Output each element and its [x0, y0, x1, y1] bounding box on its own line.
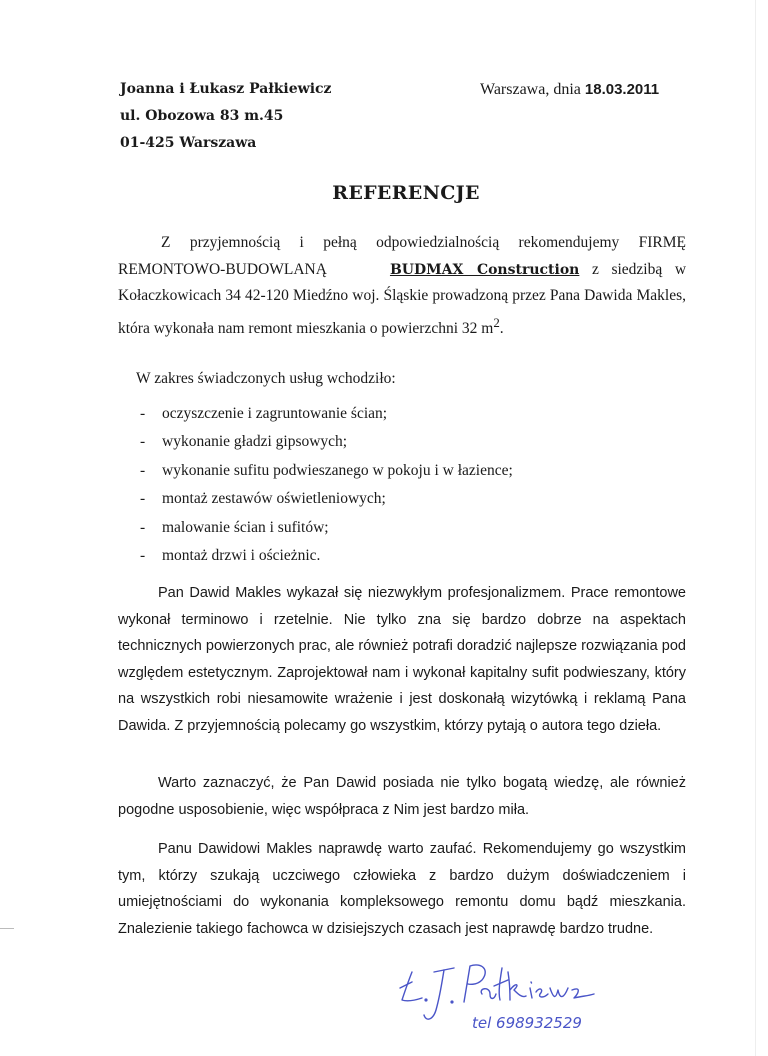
list-dash: - [140, 546, 146, 564]
list-dash: - [140, 461, 146, 479]
list-dash: - [140, 490, 146, 508]
list-item [140, 542, 513, 570]
sender-street: ul. Obozowa 83 m.45 [120, 108, 284, 124]
list-dash: - [140, 405, 146, 422]
intro-text-after-company: z siedzibą w Kołaczkowicach 34 42-120 Miedźno woj. Śląskie prowadzoną przez Pana Dawida Makles, która wykonała nam remont mieszkania o powierzchni 32 m [118, 260, 687, 337]
place-label: Warszawa, dnia [480, 81, 581, 98]
sender-name: Joanna i Łukasz Pałkiewicz [120, 81, 332, 97]
scan-edge-line [755, 0, 756, 1056]
place-and-date [480, 76, 659, 103]
list-dash: - [140, 518, 146, 536]
signature-phone: tel 698932529 [472, 1014, 582, 1032]
intro-text-before-company: Z przyjemnością i pełną odpowiedzialnością rekomendujemy FIRMĘ REMONTOWO-BUDOWLANĄ [118, 234, 686, 278]
company-name: BUDMAX Construction [389, 261, 580, 278]
list-item [140, 514, 513, 542]
list-dash: - [140, 433, 146, 451]
service-text: montaż drzwi i ościeżnic. [162, 546, 321, 564]
service-text: wykonanie sufitu podwieszanego w pokoju i w łazience; [162, 461, 513, 479]
list-item [140, 400, 513, 428]
personality-paragraph: Warto zaznaczyć, że Pan Dawid posiada nie tylko bogatą wiedzę, ale również pogodne usposobienie, więc współpraca z Nim jest bardzo miła. [118, 775, 686, 818]
service-text: oczyszczenie i zagruntowanie ścian; [162, 405, 388, 422]
list-item [140, 457, 513, 485]
intro-paragraph [118, 230, 686, 342]
intro-text-end: . [499, 319, 504, 337]
recommendation-paragraph: Panu Dawidowi Makles naprawdę warto zaufać. Rekomendujemy go wszystkim tym, którzy szukają uczciwego człowieka z bardzo dużym doświadczeniem i umiejętnościami do wykonania kompleksowego remontu domu bądź mieszkania. Znalezienie takiego fachowca w dzisiejszych czasach jest naprawdę bardzo trudne. [118, 841, 686, 937]
area-unit-superscript: 2 [493, 314, 500, 330]
services-list [140, 400, 513, 570]
list-item [140, 428, 513, 456]
sender-address-block [120, 76, 332, 157]
letter-date: 18.03.2011 [584, 81, 660, 98]
service-text: montaż zestawów oświetleniowych; [162, 490, 386, 508]
services-intro: W zakres świadczonych usług wchodziło: [136, 370, 396, 387]
list-item [140, 485, 513, 513]
sender-city: 01-425 Warszawa [120, 135, 257, 151]
professionalism-paragraph: Pan Dawid Makles wykazał się niezwykłym profesjonalizmem. Prace remontowe wykonał terminowo i rzetelnie. Nie tylko zna się bardzo dobrze na aspektach technicznych powierzonych prac, ale również potrafi doradzić najlepsze rozwiązania pod względem estetycznym. Zaprojektował nam i wykonał kapitalny sufit podwieszany, który na wszystkich robi niesamowite wrażenie i jest doskonałą wizytówką i reklamą Pana Dawida. Z przyjemnością polecamy go wszystkim, którzy pytają o autora tego dzieła. [118, 585, 686, 734]
service-text: malowanie ścian i sufitów; [162, 518, 329, 536]
handwritten-signature [398, 960, 598, 1050]
service-text: wykonanie gładzi gipsowych; [162, 433, 348, 451]
letter-title: REFERENCJE [332, 182, 480, 204]
scan-mark [0, 928, 14, 929]
